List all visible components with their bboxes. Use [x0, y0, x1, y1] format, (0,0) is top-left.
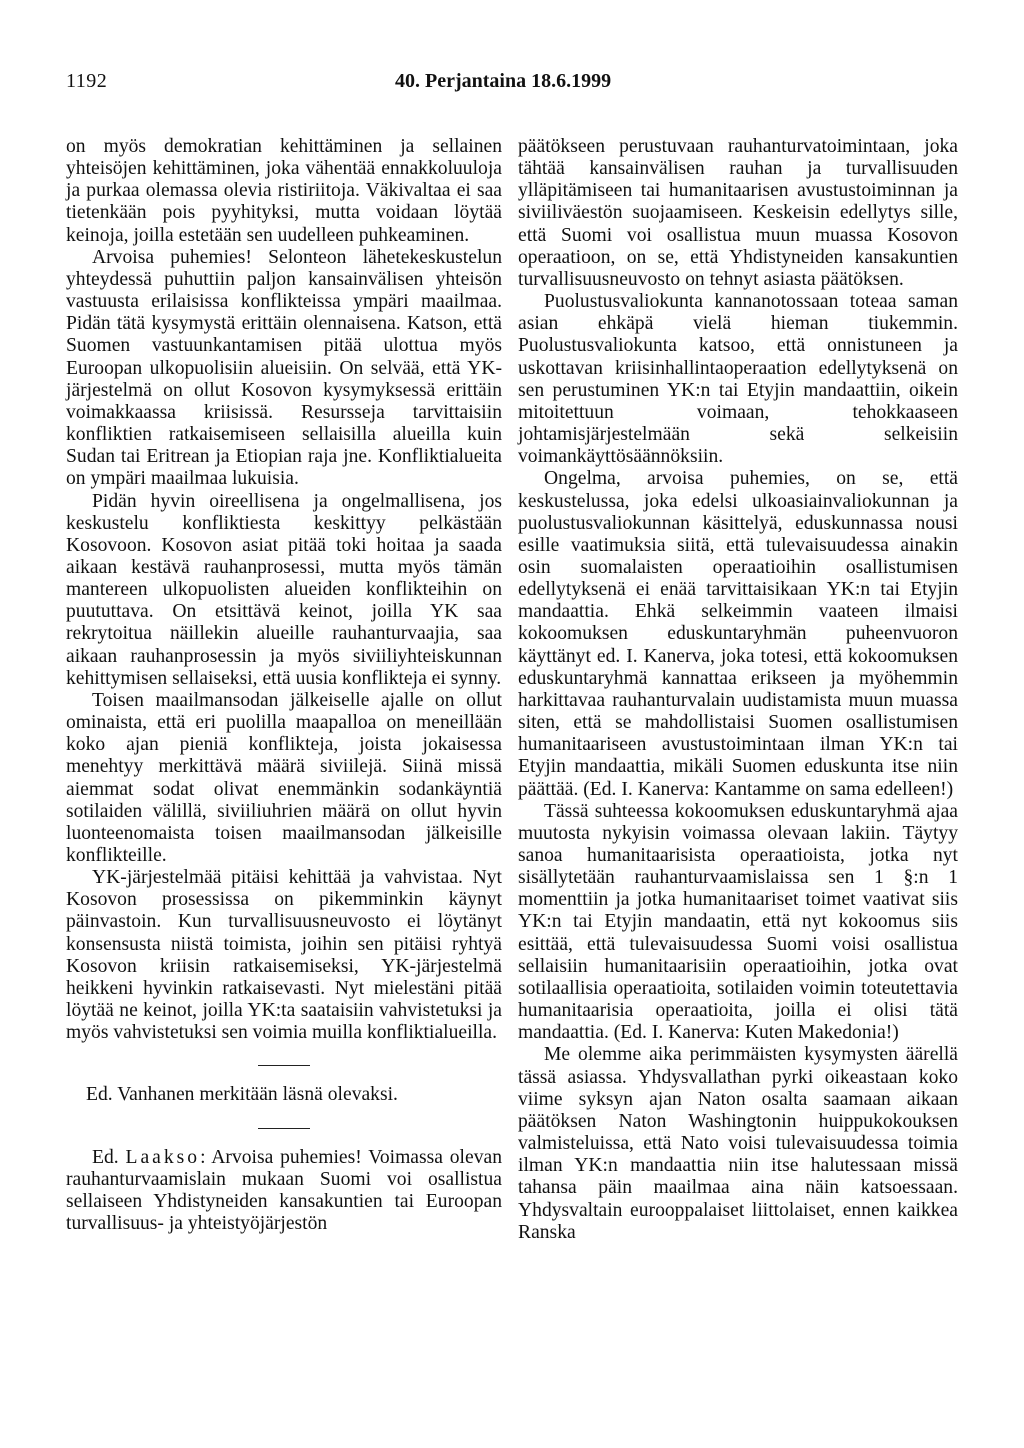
- separator-line: [258, 1128, 310, 1129]
- page-number: 1192: [66, 70, 108, 92]
- speech-paragraph: [66, 1147, 502, 1236]
- left-column: [66, 136, 502, 1235]
- right-column: [518, 136, 958, 1244]
- page-header: [0, 70, 1024, 100]
- paragraph: YK-järjestelmää pitäisi kehittää ja vahvistaa. Nyt Kosovon prosessissa on pikemminkin käynyt päinvastoin. Kun turvallisuusneuvosto ei löytänyt konsensusta niistä toimista, joihin sen pitäisi ryhtyä Kosovon kriisin ratkaisemiseksi, YK-järjestelmä heikkeni hyvinkin ratkaisevasti. Nyt mielestäni pitää löytää ne keinot, joilla YK:ta saataisiin vahvistetuksi ja myös vahvistetuksi sen voimia muilla konfliktialueilla.: [66, 867, 502, 1044]
- paragraph: Toisen maailmansodan jälkeiselle ajalle on ollut ominaista, että eri puolilla maapalloa on meneillään koko ajan pieniä konflikteja, joista jokaisessa menehtyy merkittävä määrä siviilejä. Siinä missä aiemmat sodat olivat enemmänkin sodankäyntiä sotilaiden välillä, siviiliuhrien määrä on ollut hyvin luonteenomaista toisen maailmansodan jälkeisille konflikteille.: [66, 689, 502, 866]
- session-title: 40. Perjantaina 18.6.1999: [395, 70, 612, 92]
- speaker-prefix: Ed.: [92, 1146, 126, 1168]
- paragraph: Ongelma, arvoisa puhemies, on se, että keskustelussa, joka edelsi ulkoasiainvaliokunnan ja puolustusvaliokunnan käsittelyä, eduskunnassa nousi esille vaatimuksia siitä, että tulevaisuudessa ainakin osin suomalaisten operaatioihin osallistumisen edellytyksenä ei enää tarvittaisikaan YK:n tai Etyjin mandaattia. Ehkä selkeimmin vaateen ilmaisi kokoomuksen eduskuntaryhmän puheenvuoron käyttänyt ed. I. Kanerva, joka totesi, että kokoomuksen eduskuntaryhmä kannattaa erikseen ja myöhemmin harkittavaa rauhanturvalain uudistamista muun muassa siten, että se mahdollistaisi Suomen osallistumisen humanitaariseen avustustoimintaan ilman YK:n tai Etyjin mandaattia, mikäli Suomen eduskunta itse niin päättää. (Ed. I. Kanerva: Kantamme on sama edelleen!): [518, 468, 958, 800]
- paragraph: päätökseen perustuvaan rauhanturvatoimintaan, joka tähtää kansainvälisen rauhan ja turvallisuuden ylläpitämiseen tai humanitaarisen avustustoiminnan ja siviiliväestön suojaamiseen. Keskeisin edellytys sille, että Suomi voi osallistua muun muassa Kosovon operaatioon, on se, että Yhdistyneiden kansakuntien turvallisuusneuvosto on tehnyt asiasta päätöksen.: [518, 136, 958, 290]
- paragraph: Pidän hyvin oireellisena ja ongelmallisena, jos keskustelu konfliktiesta keskittyy pelkästään Kosovoon. Kosovon asiat pitää toki hoitaa ja saada aikaan kestävä rauhanprosessi, mutta myös tämän mantereen ulkopuolisten alueiden konflikteihin on puututtava. On etsittävä keinot, joilla YK saa rekrytoitua näillekin alueille rauhanturvaajia, saa aikaan rauhanprosessin ja myös siviiliyhteiskunnan kehittymisen sellaiseksi, että uusia konflikteja ei synny.: [66, 490, 502, 689]
- paragraph: on myös demokratian kehittäminen ja sellainen yhteisöjen kehittäminen, joka vähentää ennakkoluuloja ja purkaa olemassa olevia ristiriitoja. Väkivaltaa ei saa tietenkään pois pyyhityksi, mutta voidaan löytää keinoja, joilla estetään sen uudelleen puhkeaminen.: [66, 136, 502, 246]
- paragraph: Arvoisa puhemies! Selonteon lähetekeskustelun yhteydessä puhuttiin paljon kansainvälisen yhteisön vastuusta erilaisissa konflikteissa ympäri maailmaa. Pidän tätä kysymystä erittäin olennaisena. Katson, että Suomen vastuunkantamisen pitää ulottua myös Euroopan ulkopuolisiin alueisiin. On selvää, että YK-järjestelmä on ollut Kosovon kysymyksessä erittäin voimakkaassa kriisissä. Resursseja tarvittaisiin konfliktien ratkaisemiseen sellaisilla alueilla kuin Sudan tai Eritrean ja Etiopian raja jne. Konfliktialueita on ympäri maailmaa lukuisia.: [66, 246, 502, 490]
- paragraph: Me olemme aika perimmäisten kysymysten äärellä tässä asiassa. Yhdysvallathan pyrki oikeastaan koko viime syksyn ajan Naton osalta saamaan aikaan päätöksen Naton Washingtonin huippukokouksen valmisteluissa, että Nato voisi tulevaisuudessa toimia ilman YK:n mandaattia niin itse halutessaan missä tahansa päin maailmaa aina näin katsoessaan. Yhdysvaltain eurooppalaiset liittolaiset, ennen kaikkea Ranska: [518, 1044, 958, 1243]
- paragraph: Puolustusvaliokunta kannanotossaan toteaa saman asian ehkäpä vielä hieman tiukemmin. Puolustusvaliokunta katsoo, että onnistuneen ja uskottavan kriisinhallintaoperaation edellytyksenä on sen perustuminen YK:n tai Etyjin mandaattiin, oikein mitoitettuun voimaan, tehokkaaseen johtamisjärjestelmään sekä selkeisiin voimankäyttösäännöksiin.: [518, 291, 958, 468]
- speaker-name: Laakso: [125, 1146, 201, 1168]
- separator-line: [258, 1065, 310, 1066]
- speech-text: Arvoisa puhemies! Voimassa olevan rauhanturvaamislain mukaan Suomi voi osallistua sellaiseen Yhdistyneiden kansakuntien tai Euroopan turvallisuus- ja yhteistyöjärjestön: [66, 1146, 502, 1235]
- paragraph: Tässä suhteessa kokoomuksen eduskuntaryhmä ajaa muutosta nykyisin voimassa olevaan lakiin. Täytyy sanoa humanitaarisista operaatioista, jotka nyt sisällytetään rauhanturvaamislaissa sen 1 §:n 1 momenttiin ja jotka humanitaariset toimet vaativat siis YK:n tai Etyjin mandaatin, että nyt kokoomus siis esittää, että tulevaisuudessa Suomi voisi osallistua sellaisiin humanitaarisiin operaatioihin, jotka ovat sotilaallisia operaatioita, sotilaiden voimin toteutettavia humanitaarisia operaatioita, joilla ei olisi tätä mandaattia. (Ed. I. Kanerva: Kuten Makedonia!): [518, 800, 958, 1044]
- speaker-colon: :: [200, 1146, 206, 1168]
- attendance-note: Ed. Vanhanen merkitään läsnä olevaksi.: [86, 1084, 398, 1106]
